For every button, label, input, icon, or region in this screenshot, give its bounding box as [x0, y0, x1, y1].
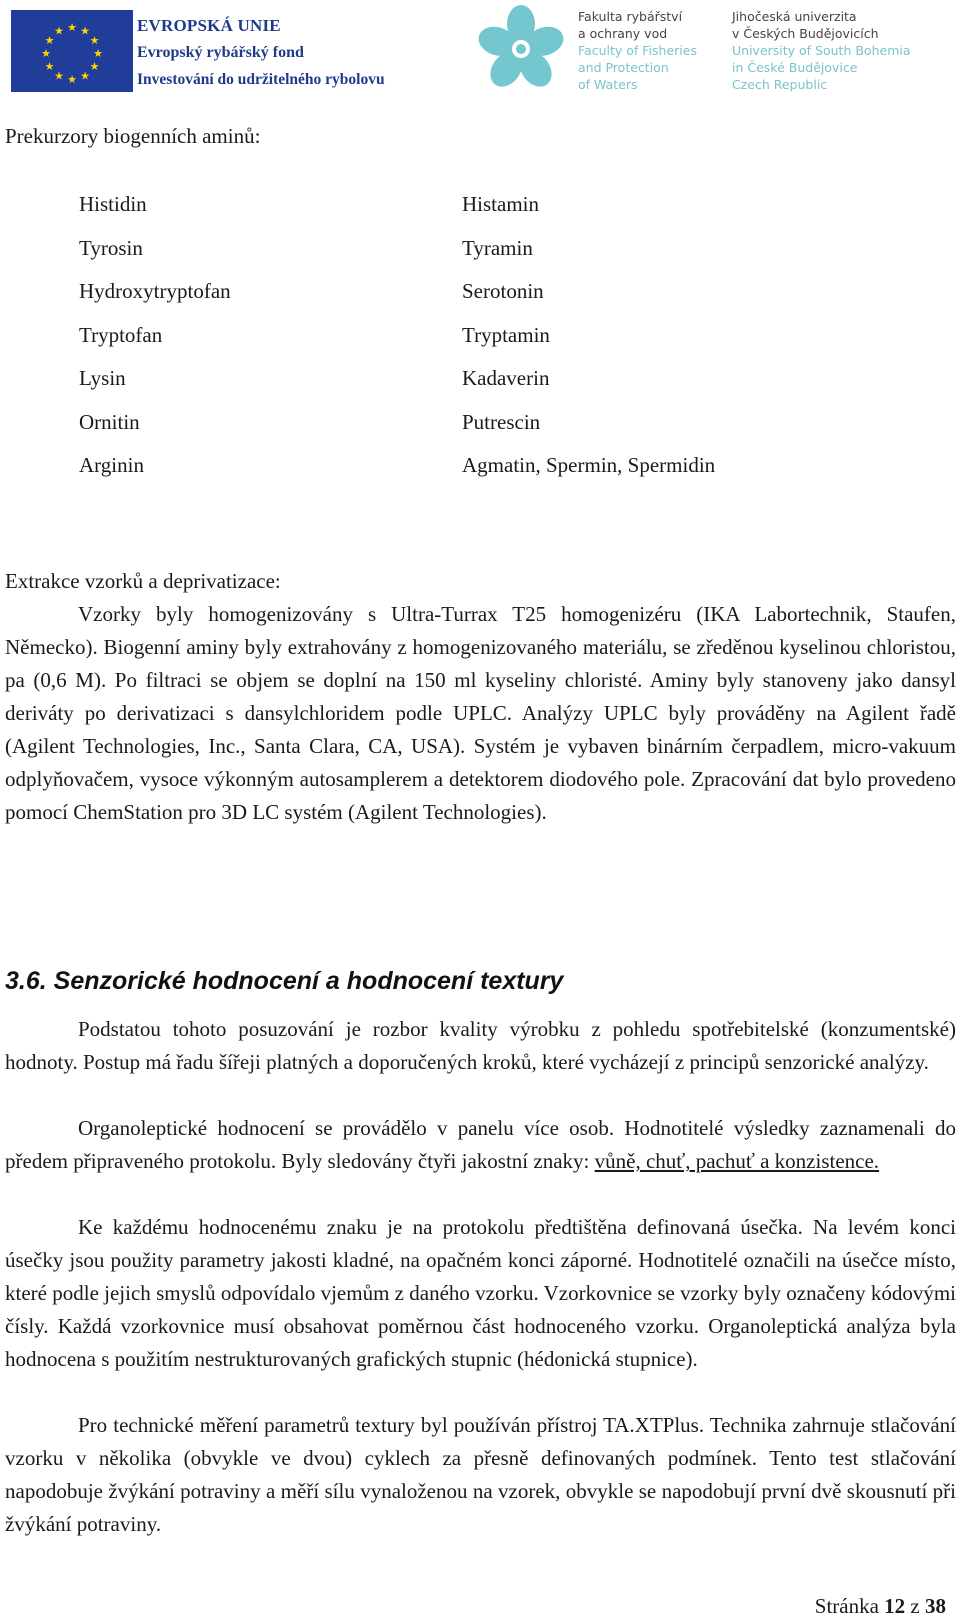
list-item: Tyramin [462, 235, 533, 260]
list-item: Histidin [79, 192, 147, 216]
precursor-list [79, 183, 231, 488]
quality-traits-underlined: vůně, chuť, pachuť a konzistence. [594, 1149, 880, 1173]
eu-fund-motto: Investování do udržitelného rybolovu [137, 71, 385, 88]
university-cz-line1: Jihočeská univerzita [732, 9, 857, 24]
list-item: Serotonin [462, 279, 544, 303]
svg-text:★: ★ [80, 24, 90, 38]
fisheries-faculty-text [578, 8, 697, 93]
university-text [732, 8, 911, 93]
extraction-title: Extrakce vzorků a deprivatizace: [5, 569, 281, 593]
svg-text:★: ★ [54, 24, 64, 38]
fisheries-cz-line2: a ochrany vod [578, 26, 668, 41]
list-item: Lysin [79, 366, 126, 390]
list-item: Kadaverin [462, 366, 550, 390]
eu-flag-logo [11, 10, 133, 92]
footer-of: z [910, 1594, 920, 1618]
footer-prefix: Stránka [814, 1594, 879, 1618]
list-item: Ornitin [79, 409, 140, 434]
list-item: Arginin [79, 453, 144, 477]
list-item: Tyrosin [79, 235, 143, 260]
page-header [0, 0, 960, 100]
section-paragraph-1: Podstatou tohoto posuzování je rozbor kvality výrobku z pohledu spotřebitelské (konzumentské) hodnoty. Postup má řadu šířeji platných a doporučených kroků, které vycházejí z principů senzorické analýzy. [5, 1017, 956, 1074]
svg-text:★: ★ [89, 34, 100, 47]
eu-fund-name: Evropský rybářský fond [137, 44, 304, 61]
eu-fund-text [137, 12, 385, 93]
extraction-paragraph: Vzorky byly homogenizovány s Ultra-Turrax T25 homogenizéru (IKA Labortechnik, Staufen, Německo). Biogenní aminy byly extrahovány z homogenizovaného materiálu, se zředěnou kyselinou chloristou, pa (0,6 M). Po filtraci se objem se doplní na 150 ml kyseliny chloristé. Aminy byly stanoveny jako dansyl deriváty po derivatizaci s dansylchloridem podle UPLC. Analýzy UPLC byly prováděny na Agilent řadě (Agilent Technologies, Inc., Santa Clara, CA, USA). Systém je vybaven binárním čerpadlem, micro-vakuum odplyňovačem, vysoce výkonným autosamplerem a detektorem diodového pole. Zpracování dat bylo provedeno pomocí ChemStation pro 3D LC systém (Agilent Technologies). [5, 602, 956, 824]
fisheries-en-line1: Faculty of Fisheries [578, 43, 697, 58]
page-total: 38 [925, 1594, 946, 1618]
section-paragraph-4: Pro technické měření parametrů textury byl používán přístroj TA.XTPlus. Technika zahrnuje stlačování vzorku v několika (obvykle ve dvou) cyklech za přesně definovaných podmínek. Tento test stlačování napodobuje žvýkání potraviny a měří sílu vynaloženou na vzorek, obvykle se napodobují první dvě skousnutí při žvýkání potraviny. [5, 1413, 956, 1536]
svg-text:★: ★ [80, 69, 90, 83]
svg-text:★: ★ [44, 60, 55, 73]
list-item: Putrescin [462, 409, 541, 434]
svg-text:★: ★ [67, 73, 77, 86]
list-item: Tryptamin [462, 322, 550, 347]
section-paragraph-2 [5, 1112, 956, 1178]
page-number: 12 [884, 1594, 906, 1618]
list-item: Histamin [462, 192, 539, 216]
svg-text:★: ★ [54, 69, 64, 83]
svg-text:★: ★ [41, 47, 51, 60]
section-paragraph-3: Ke každému hodnocenému znaku je na protokolu předtištěna definovaná úsečka. Na levém konci úsečky jsou použity parametry jakosti kladné, na opačném konci záporné. Hodnotitelé označili na úsečce místo, které podle jejich smyslů odpovídalo vjemům z daného vzorku. Vzorkovnice se vzorky byly označeny kódovými čísly. Každá vzorkovnice musí obsahovat poměrnou část hodnoceného vzorku. Organoleptická analýza byla hodnocena s použitím nestrukturovaných grafických stupnic (hédonická stupnice). [5, 1215, 956, 1371]
svg-text:★: ★ [67, 21, 77, 34]
svg-text:★: ★ [44, 34, 55, 47]
page-footer [815, 1594, 946, 1619]
list-item: Agmatin, Spermin, Spermidin [462, 453, 716, 477]
fisheries-en-line2: and Protection [578, 60, 669, 75]
svg-text:★: ★ [89, 60, 100, 73]
eu-title: EVROPSKÁ UNIE [137, 16, 281, 35]
faculty-flower-logo [478, 4, 564, 90]
fisheries-en-line3: of Waters [578, 77, 638, 92]
section-heading: 3.6. Senzorické hodnocení a hodnocení textury [5, 967, 564, 995]
university-en-line2: in České Budějovice [732, 60, 858, 75]
university-en-line3: Czech Republic [732, 77, 828, 92]
svg-text:★: ★ [93, 47, 103, 60]
university-en-line1: University of South Bohemia [732, 43, 911, 58]
list-item: Hydroxytryptofan [79, 279, 231, 303]
university-cz-line2: v Českých Budějovicích [732, 26, 879, 41]
fisheries-cz-line1: Fakulta rybářství [578, 9, 683, 24]
list-item: Tryptofan [79, 322, 163, 347]
paragraph-text: Organoleptické hodnocení se provádělo v panelu více osob. Hodnotitelé výsledky zaznamenali do předem připraveného protokolu. Byly sledovány čtyři jakostní znaky: [5, 1116, 956, 1173]
amine-list [462, 183, 715, 488]
precursors-title: Prekurzory biogenních aminů: [5, 124, 261, 148]
